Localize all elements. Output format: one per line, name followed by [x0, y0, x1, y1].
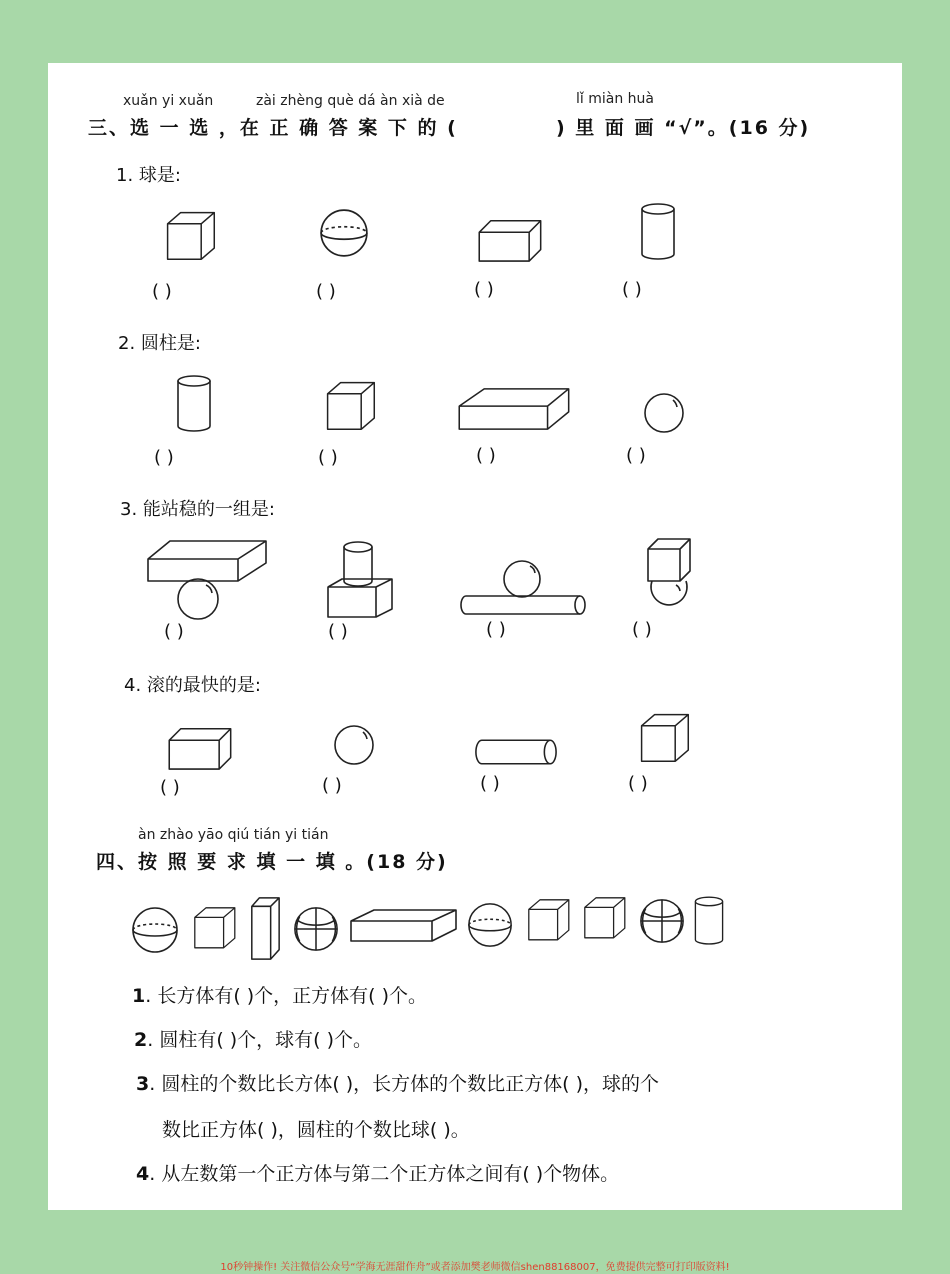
- answer-paren[interactable]: ( ): [474, 279, 494, 300]
- sphere-icon: [466, 901, 514, 949]
- tall-cuboid-icon: [248, 895, 282, 961]
- answer-paren[interactable]: ( ): [626, 445, 646, 466]
- cube-icon: [636, 709, 692, 765]
- sphere-icon: [130, 905, 180, 955]
- fill-item-4: [136, 1159, 619, 1186]
- cylinder-on-box-icon: [326, 539, 394, 619]
- fill-item-text[interactable]: . 圆柱有( )个，球有( )个。: [147, 1029, 373, 1051]
- answer-paren[interactable]: ( ): [160, 777, 180, 798]
- cuboid-icon: [474, 215, 544, 263]
- pinyin-zai-zheng-que: zài zhèng què dá àn xià de: [256, 93, 445, 109]
- cylinder-icon: [638, 201, 678, 263]
- cube-icon: [580, 893, 628, 941]
- fill-item-3: [136, 1069, 659, 1096]
- slab-on-ball-icon: [146, 537, 270, 621]
- ball-on-rod-icon: [458, 559, 588, 617]
- cube-icon: [524, 895, 572, 943]
- answer-paren[interactable]: ( ): [152, 281, 172, 302]
- pinyin-li-mian-hua: lǐ miàn huà: [576, 91, 654, 107]
- cube-icon: [322, 377, 378, 433]
- cube-icon: [190, 903, 238, 951]
- pinyin-xuan-yi-xuan: xuǎn yi xuǎn: [123, 93, 214, 109]
- striped-ball-icon: [292, 905, 340, 953]
- answer-paren[interactable]: ( ): [318, 447, 338, 468]
- answer-paren[interactable]: ( ): [164, 621, 184, 642]
- fill-item-number: 3: [136, 1073, 150, 1095]
- fill-item-number: 4: [136, 1163, 150, 1185]
- answer-paren[interactable]: ( ): [480, 773, 500, 794]
- answer-paren[interactable]: ( ): [476, 445, 496, 466]
- question-3-label: 3. 能站稳的一组是:: [120, 499, 275, 520]
- cylinder-icon: [174, 373, 214, 435]
- question-2-label: 2. 圆柱是:: [118, 333, 201, 354]
- fill-item-text[interactable]: . 圆柱的个数比长方体( )，长方体的个数比正方体( )，球的个: [149, 1073, 660, 1095]
- long-cuboid-icon: [348, 907, 458, 943]
- section3-title-head: 三、选 一 选 ，在 正 确 答 案 下 的 (: [88, 117, 458, 139]
- answer-paren[interactable]: ( ): [154, 447, 174, 468]
- question-4-label: 4. 滚的最快的是:: [124, 675, 261, 696]
- sphere-icon: [318, 207, 370, 259]
- promo-footer: 10秒钟操作! 关注微信公众号“学海无涯甜作舟”或者添加樊老师微信shen88168007，免费提供完整可打印版资料!: [220, 1262, 730, 1273]
- fill-item-number: 1: [132, 985, 146, 1007]
- fill-item-2: [134, 1025, 372, 1052]
- cylinder-icon: [692, 895, 726, 947]
- answer-paren[interactable]: ( ): [622, 279, 642, 300]
- fill-item-1: [132, 981, 427, 1008]
- answer-paren[interactable]: ( ): [328, 621, 348, 642]
- cuboid-icon: [164, 723, 234, 771]
- question-1-label: 1. 球是:: [116, 165, 181, 186]
- answer-paren[interactable]: ( ): [486, 619, 506, 640]
- section4-title: 四、按 照 要 求 填 一 填 。(18 分): [96, 851, 448, 873]
- cube-on-ball-icon: [646, 537, 692, 617]
- fill-item-3-continued: [162, 1115, 470, 1142]
- ball-icon: [642, 391, 686, 435]
- section4-pinyin: àn zhào yāo qiú tián yi tián: [138, 827, 329, 843]
- fill-item-text[interactable]: . 长方体有( )个，正方体有( )个。: [145, 985, 428, 1007]
- answer-paren[interactable]: ( ): [632, 619, 652, 640]
- cube-icon: [162, 207, 218, 263]
- answer-paren[interactable]: ( ): [322, 775, 342, 796]
- answer-paren[interactable]: ( ): [628, 773, 648, 794]
- worksheet-page: [48, 63, 902, 1210]
- fill-item-text[interactable]: 数比正方体( )，圆柱的个数比球( )。: [162, 1119, 470, 1141]
- fill-item-number: 2: [134, 1029, 148, 1051]
- answer-paren[interactable]: ( ): [316, 281, 336, 302]
- fill-item-text[interactable]: . 从左数第一个正方体与第二个正方体之间有( )个物体。: [149, 1163, 620, 1185]
- ball-icon: [332, 723, 376, 767]
- section3-title-tail: ) 里 面 画 “√”。(16 分): [556, 117, 811, 139]
- flat-cuboid-icon: [454, 385, 572, 433]
- lying-cylinder-icon: [472, 737, 560, 767]
- striped-ball-icon: [638, 897, 686, 945]
